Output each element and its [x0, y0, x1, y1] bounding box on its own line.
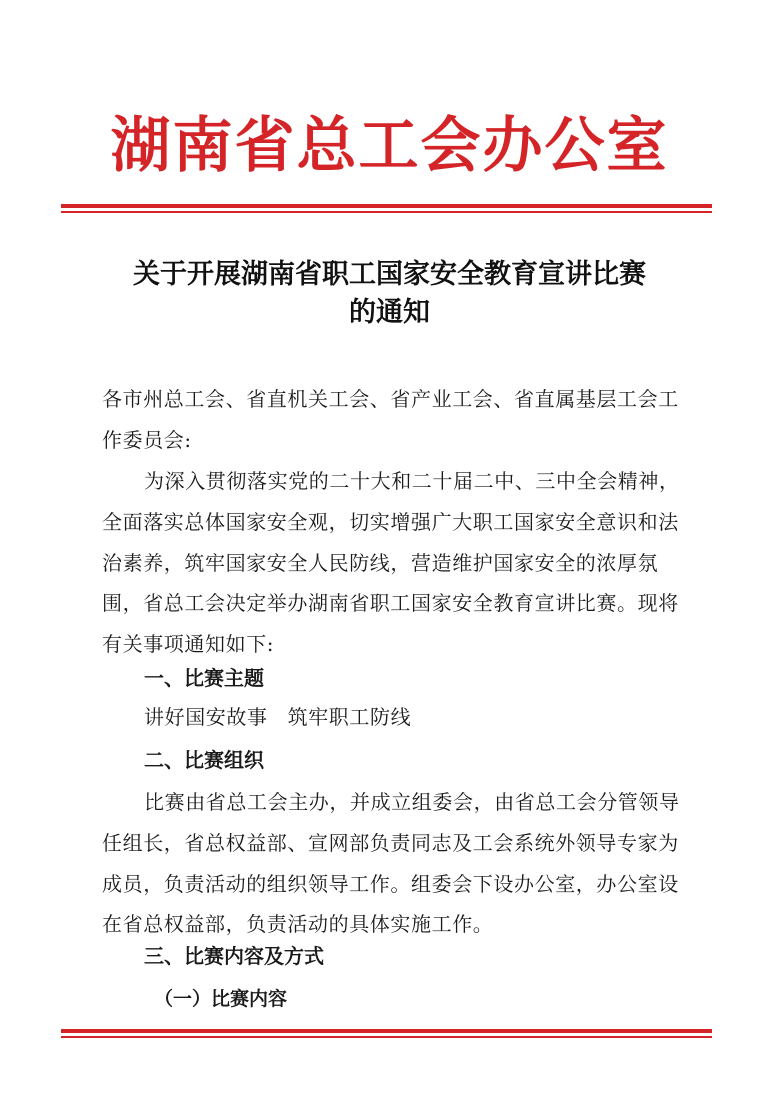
salutation: 各市州总工会、省直机关工会、省产业工会、省直属基层工会工作委员会: — [102, 387, 679, 452]
organization-paragraph: 比赛由省总工会主办，并成立组委会，由省总工会分管领导任组长，省总权益部、宣网部负责同志及工会系统外领导专家为成员，负责活动的组织领导工作。组委会下设办公室，办公室设在省总权益部，负责活动的具体实施工作。 — [102, 790, 680, 937]
section-heading-content-method: 三、比赛内容及方式 — [144, 944, 324, 968]
intro-paragraph: 为深入贯彻落实党的二十大和二十届二中、三中全会精神，全面落实总体国家安全观，切实增强广大职工国家安全意识和法治素养，筑牢国家安全人民防线，营造维护国家安全的浓厚氛围，省总工会决定举办湖南省职工国家安全教育宣讲比赛。现将有关事项通知如下: — [102, 469, 680, 657]
letterhead-title: 湖南省总工会办公室 — [110, 111, 669, 181]
document-title-line1: 关于开展湖南省职工国家安全教育宣讲比赛 — [133, 259, 646, 290]
theme-part1: 讲好国安故事 — [144, 705, 268, 729]
document-title-line2: 的通知 — [349, 297, 430, 328]
document-title — [90, 256, 689, 332]
footer-divider — [61, 1029, 712, 1038]
theme-part2: 筑牢职工防线 — [287, 705, 412, 729]
section-heading-organization: 二、比赛组织 — [144, 748, 264, 772]
theme-text — [144, 703, 411, 731]
header-divider — [61, 204, 712, 213]
subsection-heading-content: （一）比赛内容 — [154, 988, 288, 1010]
section-heading-theme: 一、比赛主题 — [144, 666, 264, 690]
